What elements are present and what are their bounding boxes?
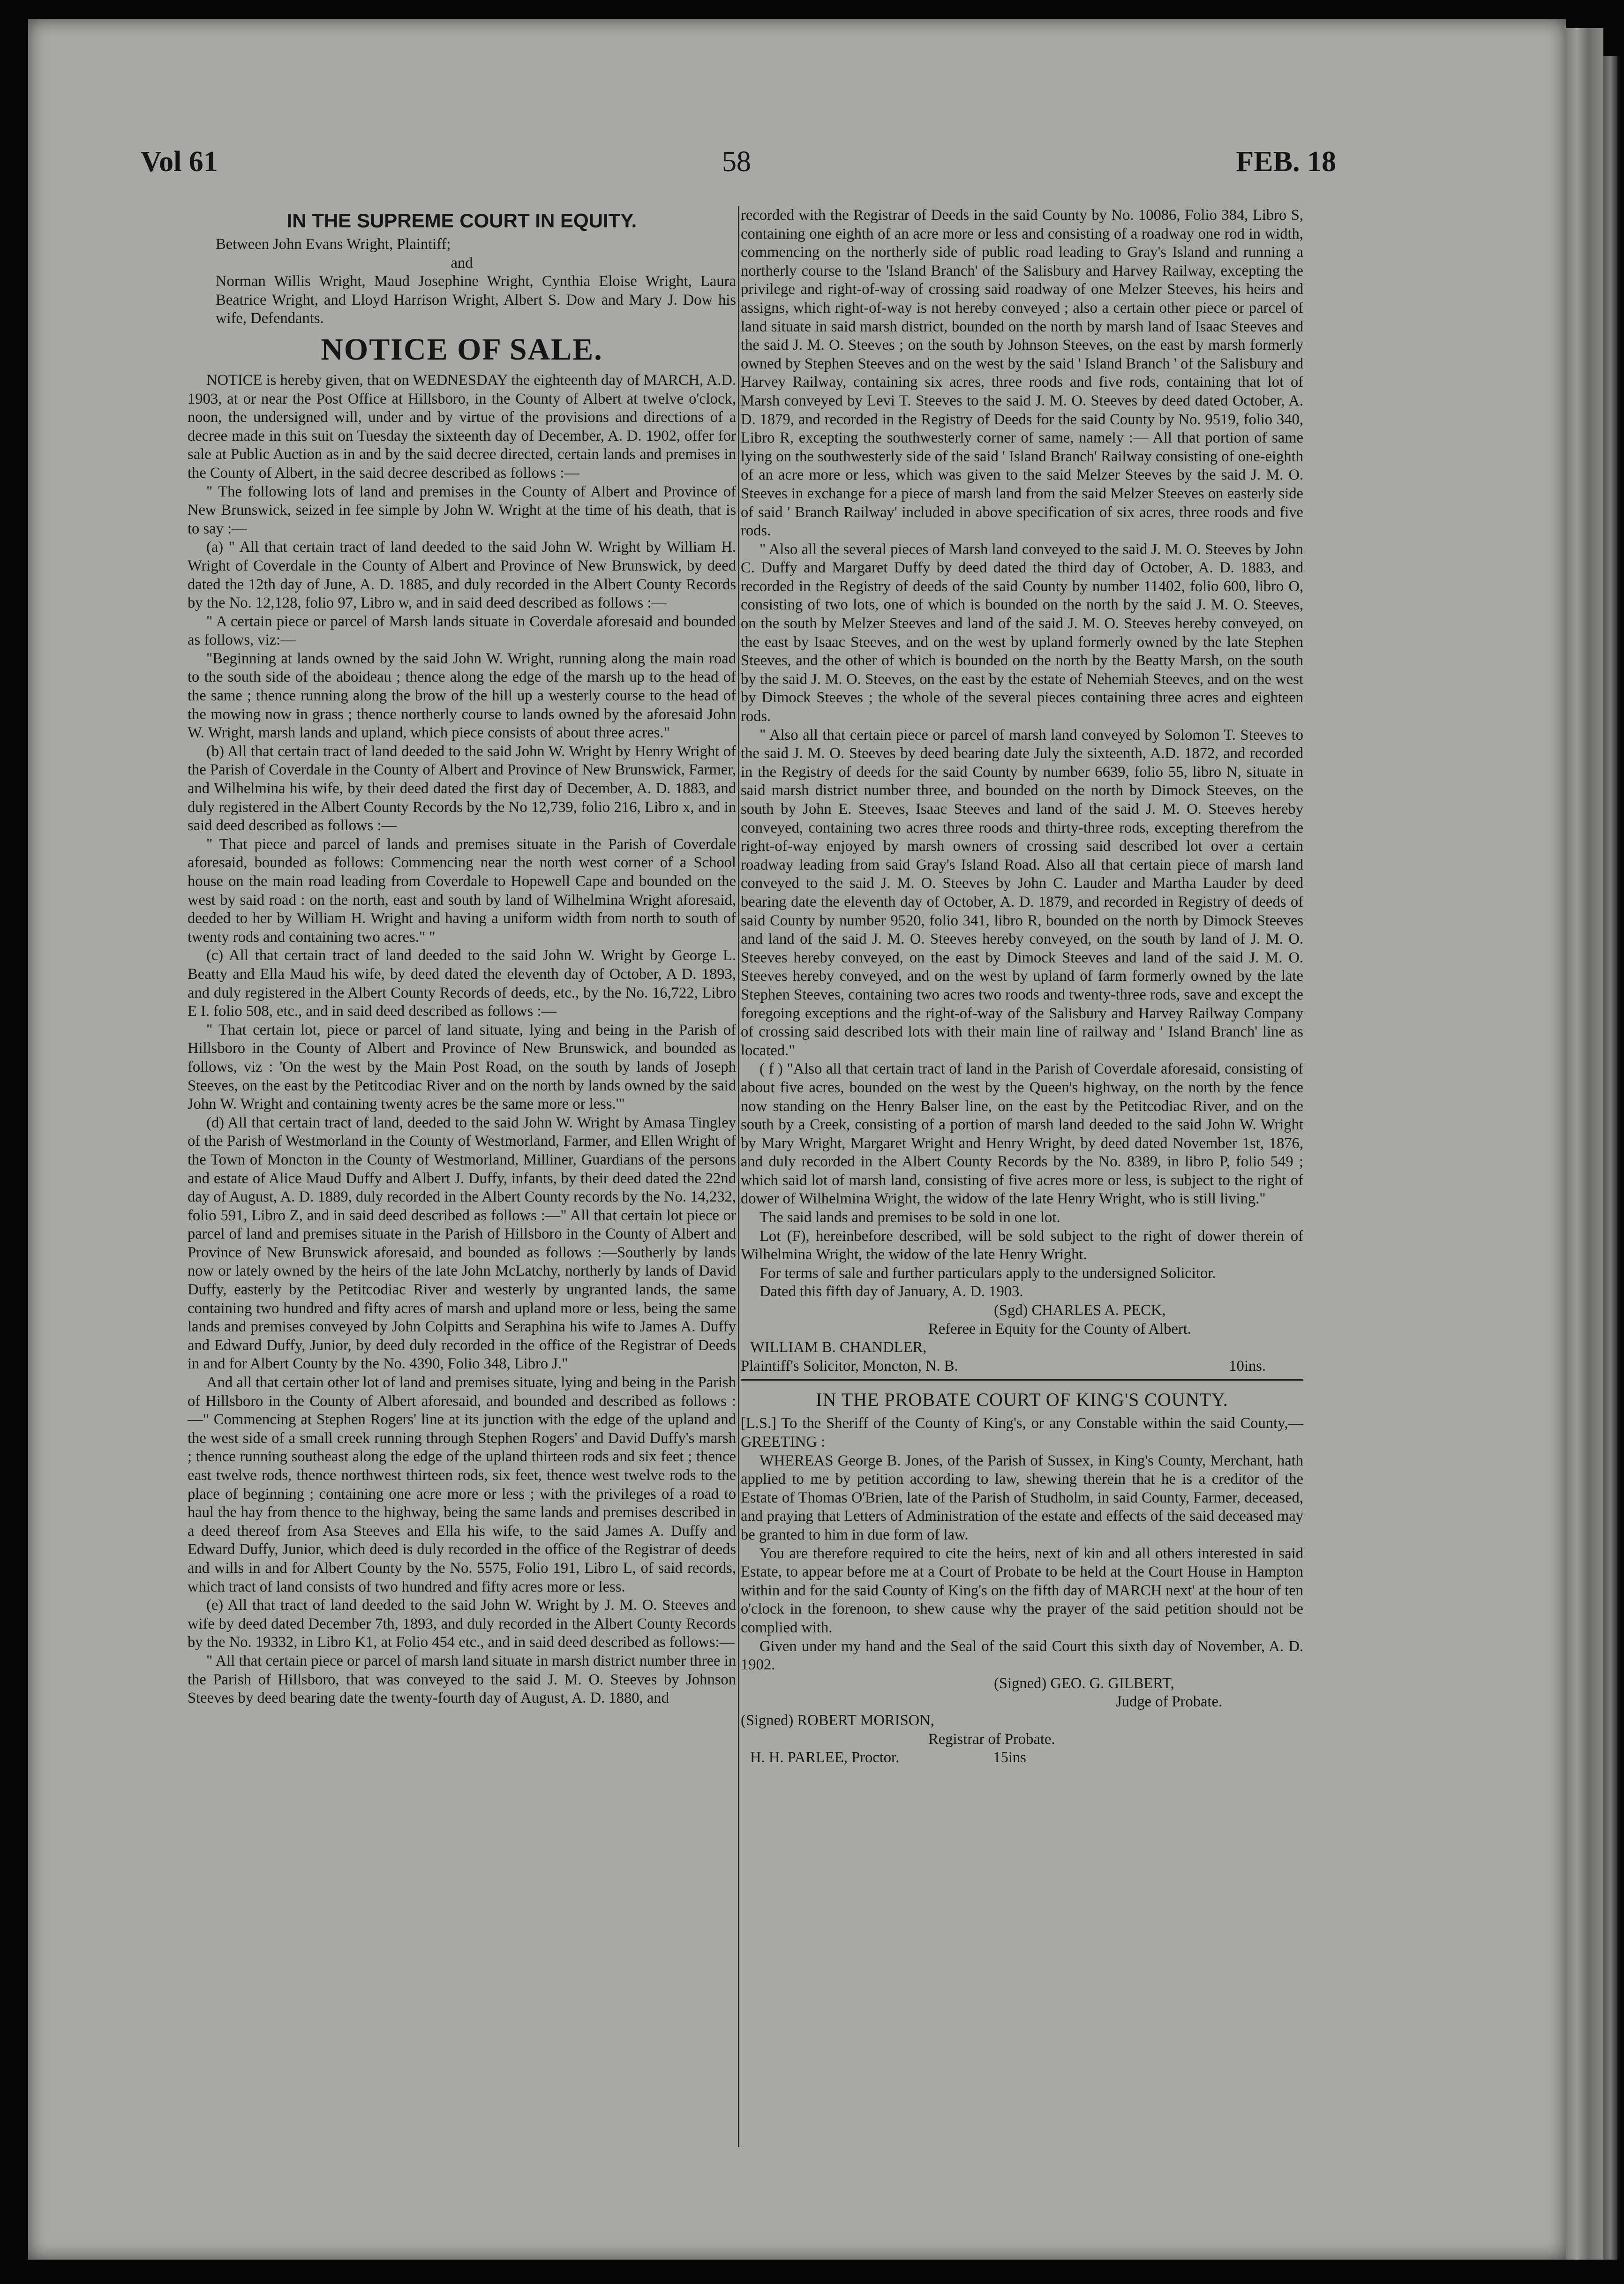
paragraph: And all that certain other lot of land and premises situate, lying and being in the Parish of Hillsboro in the County of Albert aforesaid, and bounded and described as follows :—" Commencing at Stephen Rogers' line at its junction with the edge of the upland and the west side of a small creek running through Stephen Rogers' and David Duffy's marsh ; thence running southeast along the edge of the upland thirteen rods and six feet ; thence east twelve rods, thence northwest thirteen rods, six feet, thence west twelve rods to the place of beginning ; containing one acre more or less ; with the privileges of a road to haul the hay from thence to the highway, being the same lands and premises described in a deed thereof from Asa Steeves and Ella his wife, to the said James A. Duffy and Edward Duffy, Junior, which deed is duly recorded in the office of the Registrar of deeds and wills in and for Albert County by the No. 5575, Folio 191, Libro L, of said records, which tract of land consists of two hundred and fifty acres more or less. — [188, 1374, 737, 1595]
volume-number: Vol 61 — [141, 146, 218, 178]
column-divider — [738, 206, 739, 2147]
paragraph: WHEREAS George B. Jones, of the Parish of Sussex, in King's County, Merchant, hath applied to me by petition according to law, shewing therein that he is a creditor of the Estate of Thomas O'Brien, late of the Parish of Studholm, in said County, Farmer, deceased, and praying that Letters of Administration of the estate and effects of the said deceased may be granted to him in due form of law. — [741, 1452, 1303, 1543]
paragraph: " That piece and parcel of lands and premises situate in the Parish of Coverdale aforesaid, bounded as follows: Commencing near the north west corner of a School house on the main road leading from Coverdale to Hopewell Cape and bounded on the west by said road : on the north, east and south by land of Wilhelmina Wright aforesaid, deeded to her by William H. Wright and having a uniform width from north to south of twenty rods and containing two acres." " — [188, 835, 736, 946]
paragraph: " That certain lot, piece or parcel of land situate, lying and being in the Parish of Hillsboro in the County of Albert and Province of New Brunswick, and bounded as follows, viz : 'On the west by the Main Post Road, on the south by lands of Joseph Steeves, on the east by the Petitcodiac River and on the north by lands owned by the said John W. Wright and containing twenty acres be the same more or less.'" — [188, 1021, 736, 1113]
party-defendants: Norman Willis Wright, Maud Josephine Wright, Cynthia Eloise Wright, Laura Beatrice Wright, and Lloyd Harrison Wright, Albert S. Dow and Mary J. Dow his wife, Defendants. — [216, 273, 736, 327]
solicitor-line — [741, 1357, 1303, 1376]
paragraph: " Also all that certain piece or parcel of marsh land conveyed by Solomon T. Steeves to the said J. M. O. Steeves by deed bearing date July the sixteenth, A.D. 1872, and recorded in the Registry of deeds for the said County by number 6639, folio 55, libro N, situate in said marsh district number three, and bounded on the north by Dimock Steeves, on the south by John E. Steeves, Isaac Steeves and land of the said J. M. O. Steeves hereby conveyed, containing two acres three roods and thirty-three rods, excepting therefrom the right-of-way enjoyed by marsh owners of crossing said described lot over a certain roadway leading from said Gray's Island Road. Also all that certain piece of marsh land conveyed to the said J. M. O. Steeves by John C. Lauder and Martha Lauder by deed bearing date the eleventh day of October, A. D. 1879, and recorded in Registry of deeds of said County by number 9520, folio 341, libro R, bounded on the north by Dimock Steeves and land of the said J. M. O. Steeves hereby conveyed, on the south by land of J. M. O. Steeves hereby conveyed, on the east by Dimock Steeves and land of the said J. M. O. Steeves hereby conveyed, and on the west by upland of farm formerly owned by the late Stephen Steeves, containing two acres two roods and twenty-three rods, save and except the foregoing exceptions and the right-of-way of the Salisbury and Harvey Railway Company of crossing said described lots with their main line of railway and ' Island Branch' line as located." — [741, 726, 1303, 1059]
paragraph: (a) " All that certain tract of land deeded to the said John W. Wright by William H. Wright of Coverdale in the County of Albert and Province of New Brunswick, by deed dated the 12th day of June, A. D. 1885, and duly recorded in the Albert County Records by the No. 12,128, folio 97, Libro w, and in said deed described as follows :— — [188, 539, 736, 612]
signature-referee-title: Referee in Equity for the County of Albert. — [928, 1320, 1191, 1337]
paragraph: " A certain piece or parcel of Marsh lands situate in Coverdale aforesaid and bounded as follows, viz:— — [188, 613, 736, 649]
left-column — [188, 206, 736, 1708]
insertion-count: 15ins — [993, 1749, 1026, 1766]
paragraph: " Also all the several pieces of Marsh land conveyed to the said J. M. O. Steeves by John C. Duffy and Margaret Duffy by deed dated the third day of October, A. D. 1883, and recorded in the Registry of deeds of the said County by number 11402, folio 600, libro O, consisting of two lots, one of which is bounded on the north by the said J. M. O. Steeves, on the south by Melzer Steeves and land of the said J. M. O. Steeves hereby conveyed, on the east by Isaac Steeves, and on the west by upland formerly owned by the late Stephen Steeves, and the other of which is bounded on the north by the Beatty Marsh, on the south by the said J. M. O. Steeves, on the east by the estate of Nehemiah Steeves, and on the west by Dimock Steeves ; the whole of the several pieces containing three acres and eighteen rods. — [741, 541, 1303, 725]
paragraph: Lot (F), hereinbefore described, will be sold subject to the right of dower therein of Wilhelmina Wright, the widow of the late Henry Wright. — [741, 1227, 1303, 1263]
right-column — [741, 206, 1303, 1767]
solicitor-text: Plaintiff's Solicitor, Moncton, N. B. — [741, 1357, 958, 1375]
proctor-text: H. H. PARLEE, Proctor. — [750, 1749, 900, 1766]
proctor-line — [741, 1749, 1303, 1767]
party-plaintiff: Between John Evans Wright, Plaintiff; — [216, 236, 451, 253]
signature-peck: (Sgd) CHARLES A. PECK, — [994, 1302, 1166, 1319]
issue-date: FEB. 18 — [1236, 146, 1336, 178]
paragraph: (e) All that tract of land deeded to the said John W. Wright by J. M. O. Steeves and wife by deed dated December 7th, 1893, and duly recorded in the Albert County Records by the No. 19332, in Libro K1, at Folio 454 etc., and in said deed described as follows:— — [188, 1597, 736, 1651]
paragraph: (d) All that certain tract of land, deeded to the said John W. Wright by Amasa Tingley of the Parish of Westmorland in the County of Westmorland, Farmer, and Ellen Wright of the Town of Moncton in the County of Westmorland, Milliner, Guardians of the persons and estate of Alice Maud Duffy and Albert J. Duffy, infants, by their deed dated the 22nd day of August, A. D. 1889, duly recorded in the Albert County records by the No. 14,232, folio 591, Libro Z, and in said deed described as follows :—" All that certain lot piece or parcel of land and premises situate in the Parish of Hillsboro in the County of Albert and Province of New Brunswick aforesaid, and bounded as follows :—Southerly by lands now or lately owned by the heirs of the late John McLatchy, northerly by lands of David Duffy, easterly by the Petitcodiac River and westerly by ungranted lands, the same containing two hundred and fifty acres of marsh and upland more or less, being the same lands and premises conveyed by John Colpitts and Seraphina his wife to James A. Duffy and Edward Duffy, Junior, by deed duly recorded in the office of the Registrar of Deeds in and for Albert County by the No. 4390, Folio 348, Libro J." — [188, 1114, 736, 1373]
insertion-count: 10ins. — [1229, 1357, 1266, 1375]
court-heading: IN THE SUPREME COURT IN EQUITY. — [286, 210, 637, 232]
signature-morison: (Signed) ROBERT MORISON, — [741, 1712, 934, 1729]
paragraph: Given under my hand and the Seal of the said Court this sixth day of November, A. D. 1902. — [741, 1638, 1303, 1674]
paragraph: NOTICE is hereby given, that on WEDNESDAY the eighteenth day of MARCH, A.D. 1903, at or near the Post Office at Hillsboro, in the County of Albert at twelve o'clock, noon, the undersigned will, under and by virtue of the provisions and directions of a decree made in this suit on Tuesday the sixteenth day of December, A. D. 1902, offer for sale at Public Auction as in and by the said decree directed, certain lands and premises in the County of Albert, in the said decree described as follows :— — [188, 371, 736, 481]
page-number: 58 — [722, 146, 751, 178]
paragraph: Dated this fifth day of January, A. D. 1903. — [759, 1283, 1023, 1300]
signature-judge-title: Judge of Probate. — [1116, 1693, 1223, 1711]
page-edge-shadow — [1603, 56, 1617, 2260]
paragraph: " The following lots of land and premises in the County of Albert and Province of New Brunswick, seized in fee simple by John W. Wright at the time of his death, that is to say :— — [188, 483, 736, 537]
notice-of-sale-title: NOTICE OF SALE. — [321, 332, 603, 367]
paragraph: (b) All that certain tract of land deeded to the said John W. Wright by Henry Wright of the Parish of Coverdale in the County of Albert and Province of New Brunswick, Farmer, and Wilhelmina his wife, by their deed dated the first day of December, A. D. 1883, and duly registered in the Albert County Records by the No 12,739, folio 216, Libro x, and in said deed described as follows :— — [188, 743, 736, 834]
section-divider — [741, 1379, 1303, 1381]
paragraph: ( f ) "Also all that certain tract of land in the Parish of Coverdale aforesaid, consisting of about five acres, bounded on the west by the Queen's highway, on the north by the fence now standing on the Henry Balser line, on the east by the Petitcodiac River, and on the south by a Creek, consisting of a portion of marsh land deeded to the said John W. Wright by Mary Wright, Margaret Wright and Henry Wright, by deed dated November 1st, 1876, and duly recorded in the Albert County Records by the No. 8389, in libro P, folio 549 ; which said lot of marsh land, consisting of five acres more or less, is subject to the right of dower of Wilhelmina Wright, the widow of the late Henry Wright, who is still living." — [741, 1060, 1303, 1208]
paragraph: recorded with the Registrar of Deeds in the said County by No. 10086, Folio 384, Libro S, containing one eighth of an acre more or less and consisting of a roadway one rod in width, commencing on the northerly side of public road leading to Gray's Island and running a northerly course to the 'Island Branch' of the Salisbury and Harvey Railway, excepting the privilege and right-of-way of crossing said roadway of one Melzer Steeves, his heirs and assigns, which right-of-way is not hereby conveyed ; also a certain other piece or parcel of land situate in said marsh district, bounded on the north by marsh land of Isaac Steeves and the said J. M. O. Steeves ; on the south by Johnson Steeves, on the east by marsh formerly owned by Stephen Steeves and on the west by the said ' Island Branch ' of the Salisbury and Harvey Railway, containing six acres, three roods and five rods, containing that lot of Marsh conveyed by Levi T. Steeves to the said J. M. O. Steeves by deed dated October, A. D. 1879, and recorded in the Registry of Deeds for the said County by No. 9519, folio 340, Libro R, excepting the southwesterly corner of same, namely :— All that portion of same lying on the southwesterly side of the said ' Island Branch' Railway consisting of one-eighth of an acre more or less, which was given to the said Melzer Steeves by the said J. M. O. Steeves in exchange for a piece of marsh land from the said Melzer Steeves on easterly side of said ' Branch Railway' included in above specification of six acres, three roods and five rods. — [741, 207, 1303, 540]
paragraph: (c) All that certain tract of land deeded to the said John W. Wright by George L. Beatty and Ella Maud his wife, by deed dated the eleventh day of October, A D. 1893, and duly registered in the Albert County Records of deeds, etc., by the No. 16,722, Libro E I. folio 508, etc., and in said deed described as follows :— — [188, 947, 736, 1020]
probate-heading: IN THE PROBATE COURT OF KING'S COUNTY. — [816, 1389, 1228, 1411]
paragraph: The said lands and premises to be sold in one lot. — [759, 1209, 1060, 1226]
page-edge-stack — [1566, 28, 1603, 2260]
page-header — [141, 136, 1336, 197]
paragraph: "Beginning at lands owned by the said John W. Wright, running along the main road to the south side of the aboideau ; thence along the edge of the marsh up to the head of the same ; thence running along the brow of the hill up a westerly course to the head of the mowing now in grass ; thence northerly course to lands owned by the aforesaid John W. Wright, marsh lands and upland, which piece consists of about three acres." — [188, 650, 736, 742]
signature-chandler: WILLIAM B. CHANDLER, — [750, 1339, 927, 1356]
paragraph: For terms of sale and further particulars apply to the undersigned Solicitor. — [759, 1264, 1216, 1282]
signature-registrar-title: Registrar of Probate. — [928, 1730, 1055, 1748]
paragraph: You are therefore required to cite the heirs, next of kin and all others interested in said Estate, to appear before me at a Court of Probate to be held at the Court House in Hampton within and for the said County of King's on the fifth day of MARCH next' at the hour of ten o'clock in the forenoon, to shew cause why the prayer of the said petition should not be complied with. — [741, 1545, 1303, 1636]
party-and: and — [451, 254, 473, 271]
paragraph: " All that certain piece or parcel of marsh land situate in marsh district number three in the Parish of Hillsboro, that was conveyed to the said J. M. O. Steeves by Johnson Steeves by deed bearing date the twenty-fourth day of August, A. D. 1880, and — [188, 1652, 736, 1707]
probate-address: [L.S.] To the Sheriff of the County of King's, or any Constable within the said County,—GREETING : — [741, 1415, 1303, 1450]
signature-gilbert: (Signed) GEO. G. GILBERT, — [994, 1675, 1174, 1692]
